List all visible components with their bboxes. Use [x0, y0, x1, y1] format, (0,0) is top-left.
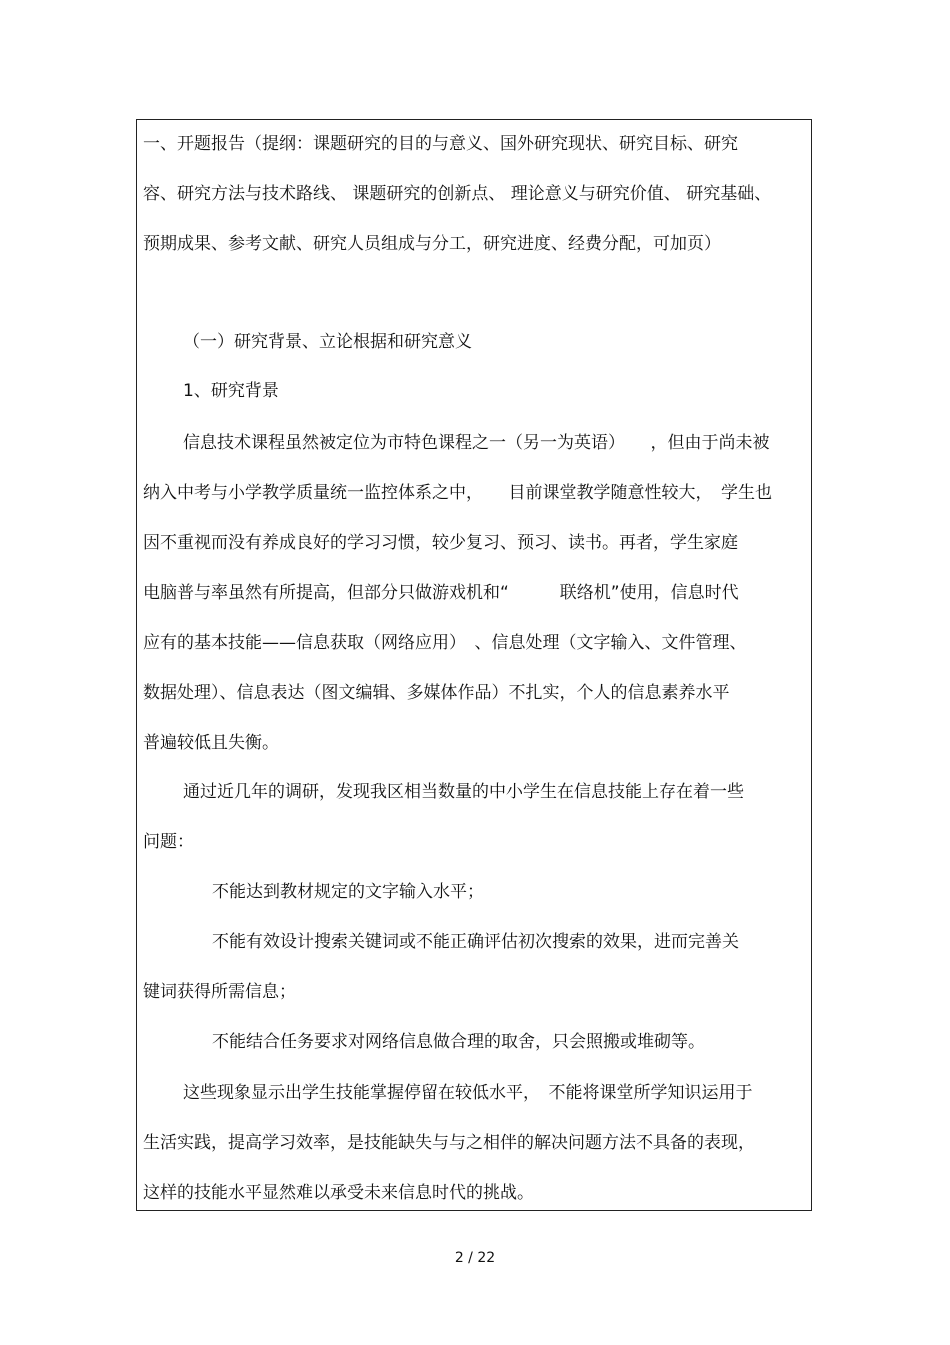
problem-item: 不能有效设计搜索关键词或不能正确评估初次搜索的效果，进而完善关 — [212, 932, 739, 952]
section-heading: （一）研究背景、立论根据和研究意义 — [183, 332, 472, 352]
page-number: 2 / 22 — [454, 1250, 496, 1266]
problem-item: 不能结合任务要求对网络信息做合理的取舍，只会照搬或堆砌等。 — [212, 1032, 705, 1052]
paragraph-line: 数据处理）、信息表达（图文编辑、多媒体作品）不扎实，个人的信息素养水平 — [143, 683, 730, 703]
paragraph-line: 因不重视而没有养成良好的学习习惯，较少复习、预习、读书。再者，学生家庭 — [143, 533, 738, 553]
paragraph-line: 这些现象显示出学生技能掌握停留在较低水平， 不能将课堂所学知识运用于 — [183, 1083, 753, 1103]
problem-item-continuation: 键词获得所需信息； — [143, 982, 296, 1002]
paragraph-line: 纳入中考与小学教学质量统一监控体系之中， 目前课堂教学随意性较大， 学生也 — [143, 483, 772, 503]
paragraph-line: 电脑普与率虽然有所提高，但部分只做游戏机和“ 联络机”使用，信息时代 — [143, 583, 739, 603]
paragraph-line: 生活实践，提高学习效率，是技能缺失与与之相伴的解决问题方法不具备的表现， — [143, 1133, 755, 1153]
subsection-heading: 1、研究背景 — [183, 381, 279, 401]
outline-line: 容、研究方法与技术路线、 课题研究的创新点、 理论意义与研究价值、 研究基础、 — [143, 184, 772, 204]
problem-item: 不能达到教材规定的文字输入水平； — [212, 882, 484, 902]
paragraph-line: 问题： — [143, 832, 194, 852]
paragraph-line: 通过近几年的调研，发现我区相当数量的中小学生在信息技能上存在着一些 — [183, 782, 744, 802]
paragraph-line: 信息技术课程虽然被定位为市特色课程之一（另一为英语） ，但由于尚未被 — [183, 433, 770, 453]
paragraph-line: 普遍较低且失衡。 — [143, 733, 279, 753]
outline-line: 预期成果、参考文献、研究人员组成与分工，研究进度、经费分配，可加页） — [143, 234, 721, 254]
outline-line: 一、开题报告（提纲：课题研究的目的与意义、国外研究现状、研究目标、研究 — [143, 134, 738, 154]
paragraph-line: 应有的基本技能——信息获取（网络应用） 、信息处理（文字输入、文件管理、 — [143, 633, 747, 653]
paragraph-line: 这样的技能水平显然难以承受未来信息时代的挑战。 — [143, 1183, 534, 1203]
